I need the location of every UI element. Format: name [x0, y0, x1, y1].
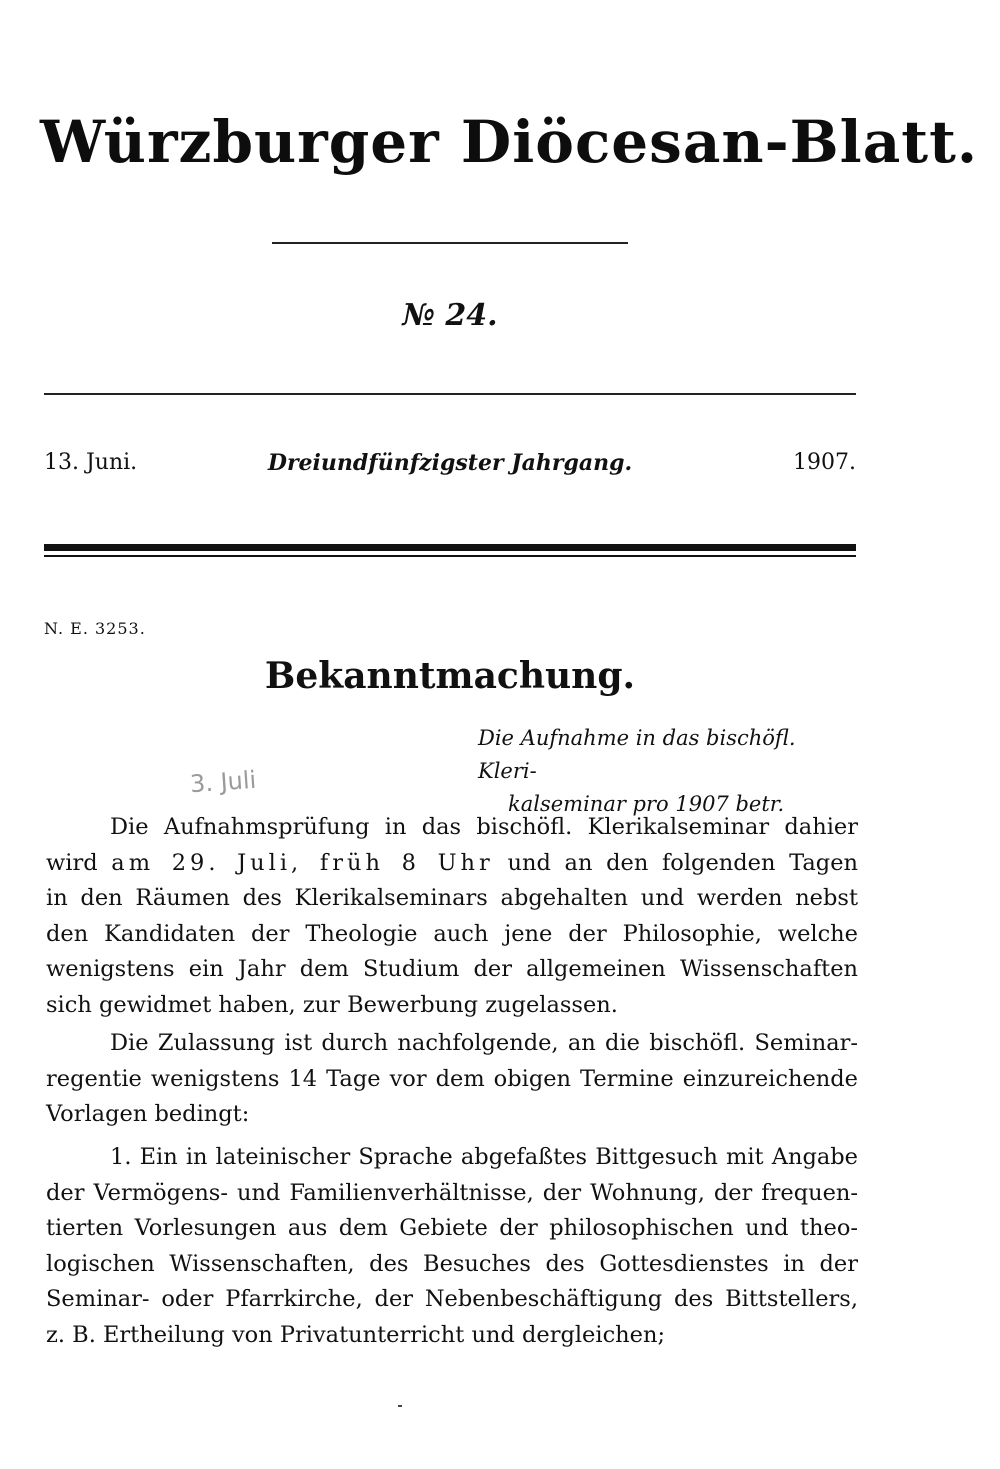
volume-label: Dreiundfünfzigster Jahrgang. — [267, 450, 633, 476]
issue-date: 13. Juni. — [44, 450, 138, 475]
text-fragment: wird — [46, 849, 98, 876]
header-thick-rule — [44, 544, 856, 551]
announcement-heading: Bekanntmachung. — [264, 655, 636, 697]
subject-line-1: Die Aufnahme in das bischöfl. Kleri- — [478, 726, 796, 783]
paragraph-admission-requirements — [46, 1026, 858, 1133]
print-speck — [398, 1405, 402, 1407]
text-line: Vorlagen bedingt: — [46, 1101, 250, 1127]
text-line: logischen Wissenschaften, des Besuches des Gottesdienstes in der — [46, 1250, 858, 1277]
issue-year: 1907. — [793, 450, 856, 475]
text-line: den Kandidaten der Theologie auch jene der Philosophie, welche — [46, 920, 858, 947]
dateline — [44, 450, 856, 484]
text-line: z. B. Ertheilung von Privatunterricht und dergleichen; — [46, 1321, 666, 1348]
issue-divider — [44, 393, 856, 395]
text-line — [46, 846, 858, 882]
text-line: 1. Ein in lateinischer Sprache abgefaßtes Bittgesuch mit Angabe — [110, 1144, 858, 1170]
text-line: tierten Vorlesungen aus dem Gebiete der philosophischen und theo- — [46, 1215, 858, 1241]
handwritten-note: 3. Juli — [189, 765, 258, 799]
issue-number: № 24. — [402, 298, 498, 333]
paragraph-admission-exam — [46, 810, 858, 1023]
subject-line-2: kalseminar pro 1907 betr. — [508, 792, 785, 816]
text-line: Die Aufnahmsprüfung in das bischöfl. Klerikalseminar dahier — [110, 814, 858, 840]
reference-number: N. E. 3253. — [44, 619, 146, 638]
text-fragment: und an den folgenden Tagen — [507, 849, 859, 876]
announcement-subject — [478, 722, 858, 821]
masthead-title: Würzburger Diöcesan-Blatt. — [40, 108, 979, 176]
header-thin-rule — [44, 555, 856, 557]
text-line: wenigstens ein Jahr dem Studium der allgemeinen Wissenschaften — [46, 956, 858, 982]
exam-date: am 29. Juli, früh 8 Uhr — [111, 849, 494, 876]
text-line: sich gewidmet haben, zur Bewerbung zugelassen. — [46, 991, 618, 1018]
text-line: Die Zulassung ist durch nachfolgende, an die bischöfl. Seminar- — [110, 1030, 858, 1056]
text-line: der Vermögens- und Familienverhältnisse, der Wohnung, der frequen- — [46, 1179, 858, 1206]
paragraph-item-1 — [46, 1140, 858, 1353]
text-line: Seminar- oder Pfarrkirche, der Nebenbeschäftigung des Bittstellers, — [46, 1286, 858, 1312]
masthead-divider — [272, 242, 628, 244]
text-line: regentie wenigstens 14 Tage vor dem obigen Termine einzureichende — [46, 1065, 858, 1092]
text-line: in den Räumen des Klerikalseminars abgehalten und werden nebst — [46, 885, 858, 911]
